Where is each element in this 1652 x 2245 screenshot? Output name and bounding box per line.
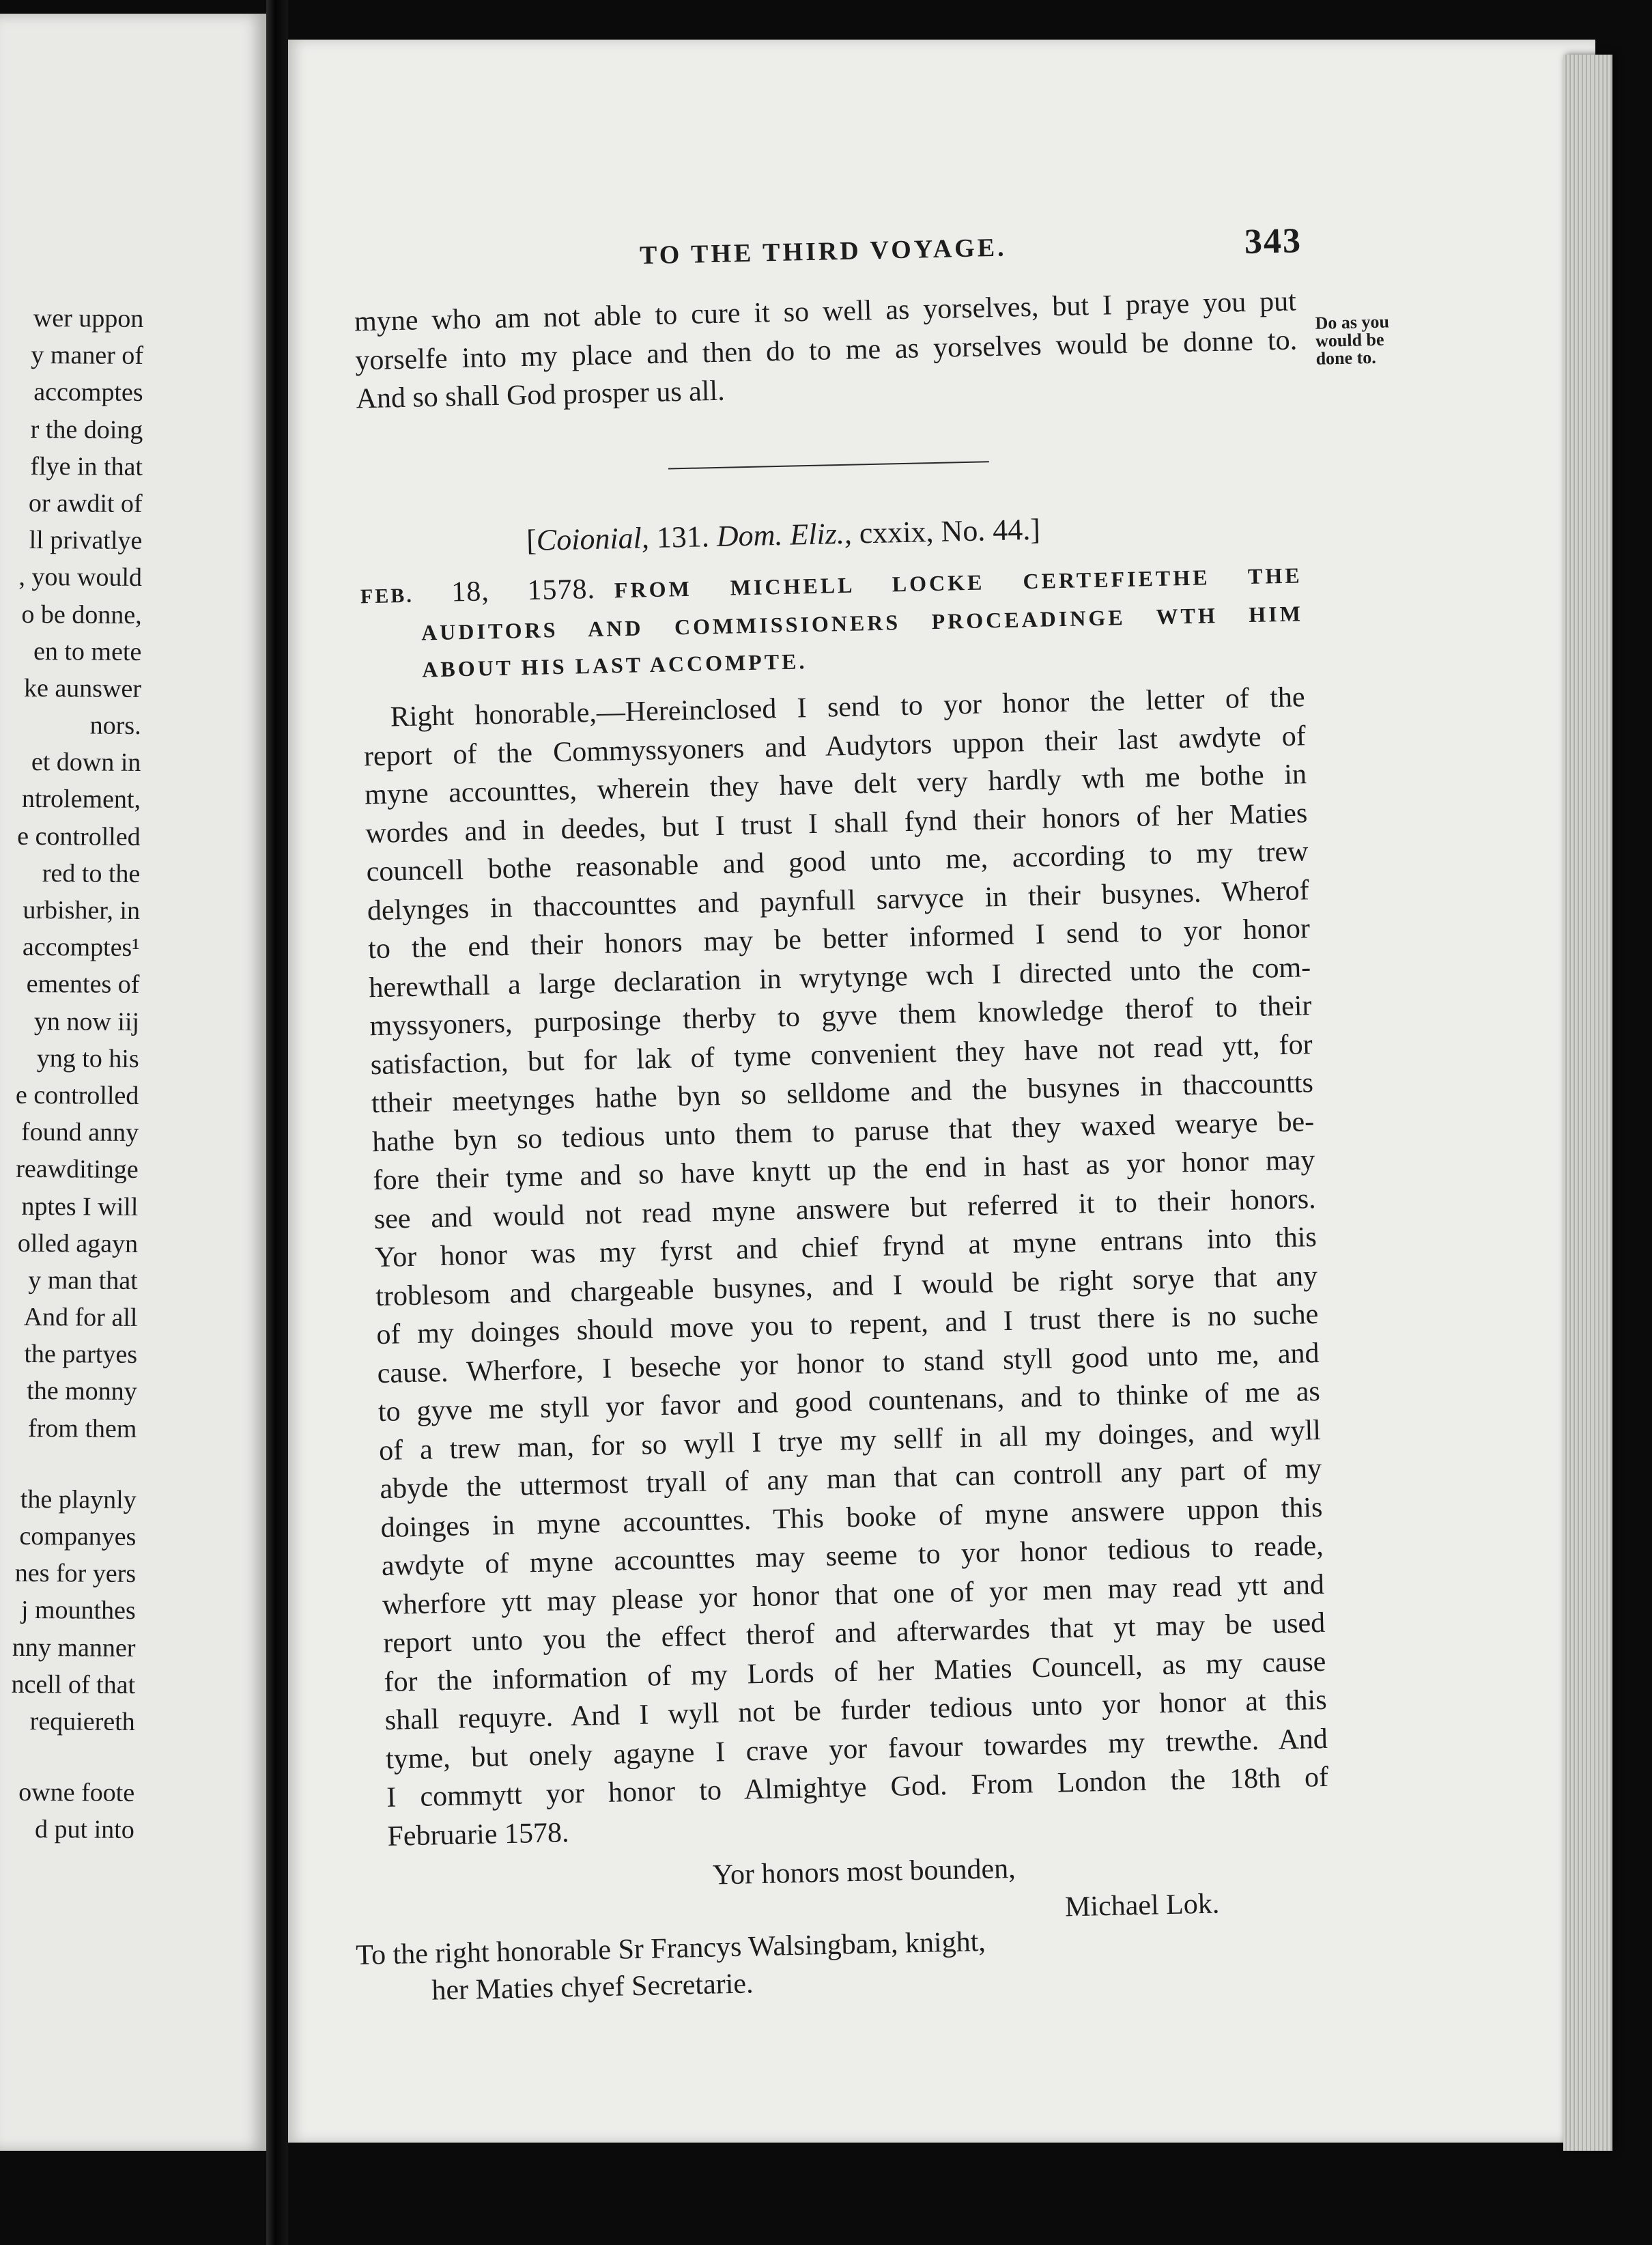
letter-line: abyde the uttermost tryall of any man that can controll any part of my: [379, 1452, 1322, 1506]
letter-line: troblesom and chargeable busynes, and I would be right sorye that any: [375, 1260, 1318, 1312]
page-number: 343: [1244, 221, 1302, 262]
left-page-line: accomptes: [33, 378, 143, 408]
left-page-line: from them: [27, 1413, 137, 1443]
left-page-line: yn now iij: [33, 1006, 139, 1036]
letter-line: shall requyre. And I wyll not be furder tedious unto yor honor at this: [384, 1684, 1328, 1736]
left-page-line: d put into: [34, 1815, 134, 1845]
left-page-line: , you would: [18, 563, 142, 593]
left-page-line: yng to his: [36, 1043, 139, 1073]
left-page-line: wer uppon: [33, 304, 143, 333]
letter-signature: Michael Lok.: [1064, 1888, 1220, 1923]
letter-line: doinges in myne accounttes. This booke of myne answere uppon this: [380, 1491, 1323, 1544]
letter-line: I commytt yor honor to Almightye God. From London the 18th of: [386, 1761, 1329, 1813]
letter-line: cause. Wherfore, I beseche yor honor to stand styll good unto me, and: [377, 1337, 1320, 1389]
letter-line: myssyoners, purposinge therby to gyve them knowledge therof to their: [369, 990, 1312, 1043]
margin-note-line: done to.: [1315, 347, 1377, 369]
left-page-line: reawditinge: [15, 1155, 139, 1185]
text-line: yorselfe into my place and then do to me as yorselves would be donne to.: [354, 324, 1298, 376]
entry-title-line: FROM MICHELL LOCKE CERTEFIETHE THE: [614, 563, 1302, 603]
left-page-line: ncell of that: [11, 1669, 135, 1699]
margin-note-line: Do as you: [1315, 311, 1390, 333]
entry-date-day-year: 18, 1578.: [413, 573, 596, 609]
letter-line: to gyve me styll yor favor and good countenans, and to thinke of me as: [378, 1376, 1321, 1428]
letter-line: report unto you the effect therof and afterwardes that yt may be used: [382, 1607, 1326, 1660]
letter-line: ttheir meetynges hathe byn so selldome and the busynes in thaccountts: [371, 1067, 1314, 1120]
letter-line: myne accounttes, wherein they have delt very hardly wth me bothe in: [364, 759, 1307, 811]
entry-heading-line: AUDITORS AND COMMISSIONERS PROCEADINGE WTH HIM: [421, 601, 1304, 645]
left-page-line: requiereth: [29, 1706, 135, 1736]
running-head: TO THE THIRD VOYAGE.: [639, 233, 1007, 270]
text-line: myne who am not able to cure it so well as yorselves, but I praye you put: [354, 285, 1297, 338]
left-page-line: j mounthes: [20, 1596, 136, 1626]
letter-line: see and would not read myne answere but referred it to their honors.: [373, 1183, 1316, 1235]
citation-bracket: [: [526, 523, 537, 558]
entry-date: [360, 574, 595, 610]
left-page-line: nors.: [89, 711, 141, 741]
letter-line: fore their tyme and so have knytt up the end in hast as yor honor may: [373, 1144, 1315, 1197]
left-page-line: the partyes: [23, 1340, 137, 1370]
letter-line: hathe byn so tedious unto them to paruse that they waxed wearye be-: [371, 1105, 1315, 1158]
citation-colonial-number: 131.: [649, 519, 717, 555]
left-page-line: red to the: [42, 858, 140, 888]
letter-line: to the end their honors may be better informed I send to yor honor: [367, 913, 1311, 965]
section-divider: [668, 461, 989, 469]
letter-line: satisfaction, but for lak of tyme convenient they have not read ytt, for: [370, 1028, 1313, 1081]
letter-salutation: Yor honors most bounden,: [712, 1852, 1016, 1891]
entry-date-month: FEB.: [360, 584, 414, 608]
citation-volume: cxxix, No. 44.]: [851, 512, 1041, 550]
letter-line: of a trew man, for so wyll I trye my sellf in all my doinges, and wyll: [378, 1414, 1322, 1467]
left-page-line: y maner of: [30, 341, 143, 371]
left-page-line: the playnly: [20, 1484, 137, 1514]
left-page-line: or awdit of: [28, 488, 143, 518]
left-page-line: the monny: [26, 1376, 137, 1407]
letter-body: [362, 678, 1330, 1856]
letter-line: wordes and in deedes, but I trust I shall fynd their honors of her Maties: [365, 797, 1308, 849]
left-page-line: y man that: [27, 1265, 138, 1295]
margin-note: [1315, 312, 1436, 368]
letter-line: councell bothe reasonable and good unto me, according to my trew: [366, 836, 1309, 888]
letter-line: herewthall a large declaration in wrytynge wch I directed unto the com-: [368, 951, 1311, 1004]
left-page-line: r the doing: [30, 414, 143, 444]
left-page-line: found anny: [20, 1118, 139, 1148]
left-page-line: ke aunswer: [23, 673, 141, 703]
letter-address: To the right honorable Sr Francys Walsingbam, knight,: [355, 1925, 986, 1971]
left-page-line: olled agayn: [17, 1228, 138, 1258]
left-page-line: companyes: [18, 1521, 137, 1551]
letter-line: for the information of my Lords of her Maties Councell, as my cause: [384, 1646, 1326, 1698]
letter-line: awdyte of myne accounttes may seeme to yor honor tedious to reade,: [381, 1529, 1324, 1583]
left-page-line: et down in: [31, 748, 141, 778]
left-page-line: e controlled: [15, 1080, 139, 1110]
left-page-line: ementes of: [26, 970, 140, 1000]
left-page-line: owne foote: [18, 1778, 134, 1808]
left-page-line: ntrolement,: [21, 785, 141, 815]
letter-line: tyme, but onely agayne I crave yor favour towardes my trewthe. And: [385, 1723, 1328, 1775]
letter-line: wherfore ytt may please yor honor that one of yor men may read ytt and: [382, 1568, 1325, 1621]
left-page-line: nes for yers: [14, 1559, 136, 1589]
left-page-line: flye in that: [29, 451, 143, 481]
left-page-line: ll privatlye: [29, 526, 142, 556]
left-page-line: e controlled: [16, 821, 141, 851]
letter-line: Februarie 1578.: [387, 1816, 569, 1852]
left-page-line: accomptes¹: [22, 933, 140, 963]
letter-line: of my doinges should move you to repent, and I trust there is no suche: [376, 1299, 1319, 1351]
left-page-line: nptes I will: [20, 1191, 139, 1222]
citation-dom-eliz: Dom. Eliz.,: [716, 516, 853, 553]
left-page-line: nny manner: [12, 1633, 136, 1663]
opening-paragraph: [354, 282, 1298, 419]
text-line: And so shall God prosper us all.: [356, 375, 726, 415]
letter-address: her Maties chyef Secretarie.: [431, 1968, 754, 2007]
left-page-line: And for all: [23, 1303, 138, 1333]
left-page-line: o be donne,: [20, 599, 142, 630]
entry-heading-line: ABOUT HIS LAST ACCOMPTE.: [421, 649, 808, 682]
margin-note-line: would be: [1315, 329, 1384, 351]
letter-line: Yor honor was my fyrst and chief frynd at myne entrans into this: [374, 1222, 1318, 1274]
left-page-line: en to mete: [33, 636, 141, 666]
letter-line: delynges in thaccounttes and paynfull sarvyce in their busynes. Wherof: [367, 874, 1310, 927]
entry-heading: [360, 555, 1304, 689]
archive-citation: [526, 512, 1041, 558]
letter-line: Right honorable,—Hereinclosed I send to yor honor the letter of the: [390, 681, 1305, 733]
letter-line: report of the Commyssyoners and Audytors uppon their last awdyte of: [363, 720, 1307, 772]
citation-colonial: Coionial,: [536, 521, 650, 557]
left-page-line: urbisher, in: [22, 895, 140, 925]
page-header: [353, 221, 1302, 270]
